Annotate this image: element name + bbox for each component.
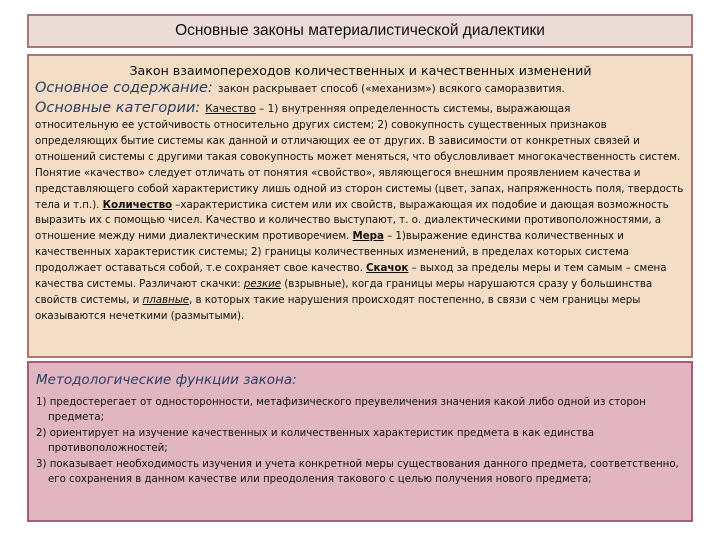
categories-line: [35, 98, 686, 118]
quality-text-start: – 1) внутренняя определенность системы, выражающая: [255, 103, 571, 115]
slide-title: Основные законы материалистической диалектики: [175, 22, 545, 39]
methodological-functions-box: [27, 361, 693, 522]
measure-term: Мера: [352, 230, 384, 243]
method-heading: Методологические функции закона:: [36, 372, 297, 388]
smooth-term: плавные: [142, 293, 190, 306]
method-item-3: 3) показывает необходимость изучения и учета конкретной меры существования данного предмета, соответственно, его сохранения в данном качестве или преодоления такового с целью получения нового предмета;: [36, 459, 679, 485]
quantity-text: –характеристика систем или их свойств, выражающая их подобие и дающая возможность выразить их с помощью чисел. Качество и количество выступают, т. о. диалектическими противоположностями, а отношение между ними диалектическим противоречием.: [35, 198, 669, 243]
main-content-label: Основное содержание:: [35, 80, 213, 96]
method-item-1: 1) предостерегает от односторонности, метафизического преувеличения значения какой либо одной из сторон предмета;: [36, 397, 646, 423]
categories-paragraph: [35, 118, 686, 325]
quantity-term: Количество: [102, 198, 173, 211]
main-content-line: [35, 78, 686, 98]
categories-label: Основные категории:: [35, 100, 201, 116]
leap-text-3: , в которых такие нарушения происходят постепенно, в связи с чем границы меры оказываются нечеткими (размытыми).: [35, 293, 641, 322]
law-description-box: [27, 54, 693, 358]
leap-text-1: – выход за пределы меры и тем самым – смена качества системы. Различают скачки:: [35, 262, 667, 291]
measure-text: – 1)выражение единства количественных и качественных характеристик системы; 2) границы количественных изменений, в пределах которых система продолжает оставаться собой, т.е сохраняет свое качество.: [35, 230, 629, 275]
method-item-2: 2) ориентирует на изучение качественных и количественных характеристик предмета в как единства противоположностей;: [36, 428, 595, 454]
quality-text: относительную ее устойчивость относительно других систем; 2) совокупность существенных признаков определяющих бытие системы как данной и отличающих ее от других. В зависимости от конкретных связей и отношений системы с другими такая совокупность может меняться, что обусловливает многокачественность систем. Понятие «качество» следует отличать от понятия «свойство», являющегося внешним проявлением качества и представляющего собой характеристику лишь одной из сторон системы (цвет, запах, напряженность поля, твердость тела и т.п.).: [35, 119, 684, 211]
law-subtitle: Закон взаимопереходов количественных и качественных изменений: [129, 63, 592, 78]
slide-title-box: [27, 14, 693, 48]
quality-term: Качество: [205, 103, 256, 115]
leap-text-2: (взрывные), когда границы меры нарушаются сразу у большинства свойств системы, и: [35, 278, 653, 306]
sharp-term: резкие: [243, 278, 282, 291]
main-content-text: закон раскрывает способ («механизм») всякого саморазвития.: [217, 83, 565, 95]
leap-term: Скачок: [366, 262, 409, 275]
